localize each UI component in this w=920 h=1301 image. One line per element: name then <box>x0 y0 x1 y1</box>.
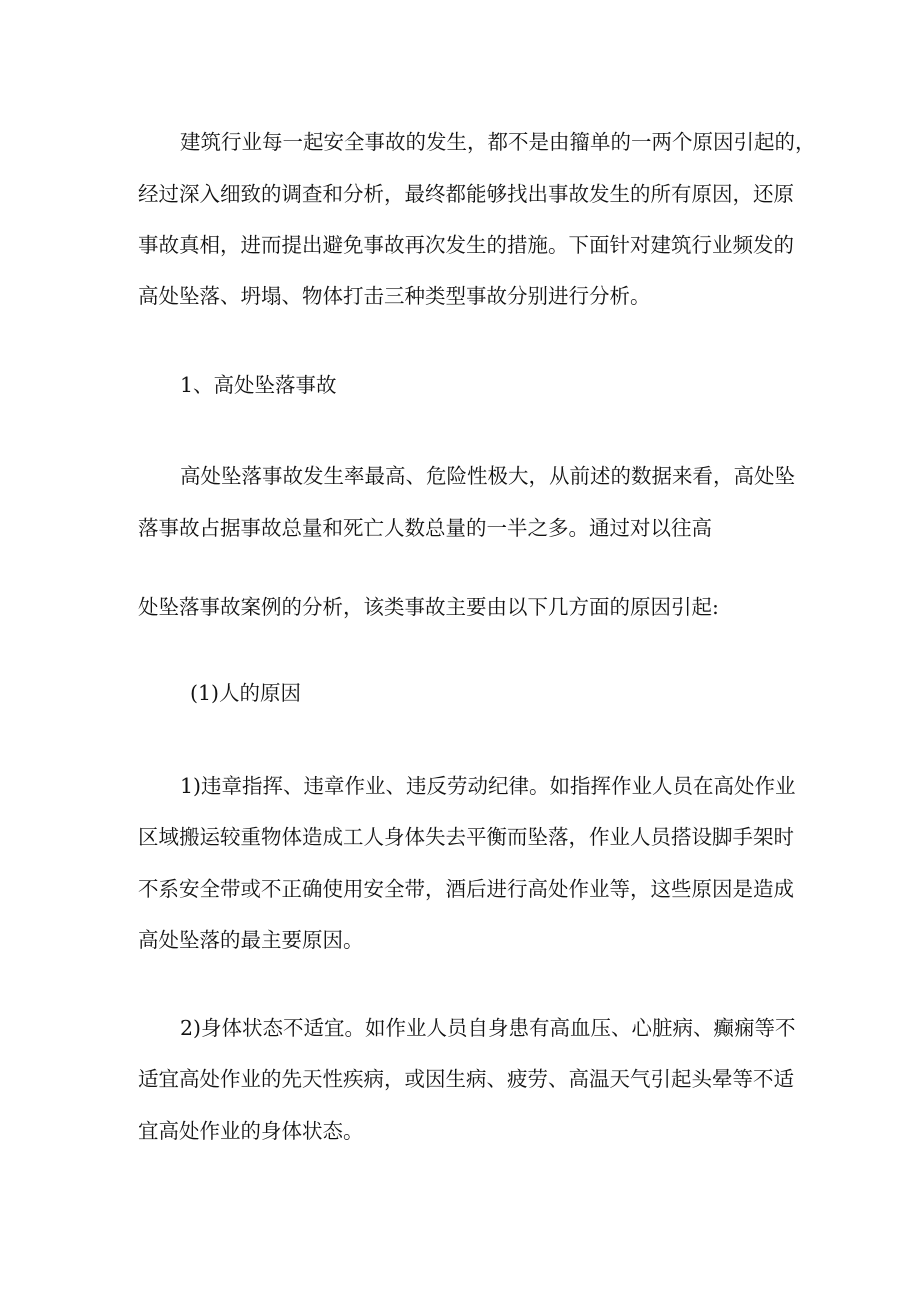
paragraph-intro-line-3: 事故真相，进而提出避免事故再次发生的措施。下面针对建筑行业频发的 <box>138 233 794 257</box>
item-2-line-2: 适宜高处作业的先天性疾病，或因生病、疲劳、高温天气引起头晕等不适 <box>138 1067 794 1091</box>
paragraph-fall-line-1: 高处坠落事故发生率最高、危险性极大，从前述的数据来看，高处坠 <box>180 464 795 488</box>
item-1-line-1: 1)违章指挥、违章作业、违反劳动纪律。如指挥作业人员在高处作业 <box>180 774 796 798</box>
paragraph-intro-line-1: 建筑行业每一起安全事故的发生，都不是由籀单的一两个原因引起的， <box>180 130 816 154</box>
section-heading: 1、高处坠落事故 <box>180 373 337 397</box>
item-1-line-3: 不系安全带或不正确使用安全带，酒后进行高处作业等，这些原因是造成 <box>138 877 794 901</box>
item-2-line-1: 2)身体状态不适宜。如作业人员自身患有高血压、心脏病、癫痫等不 <box>180 1016 796 1040</box>
item-1-line-4: 高处坠落的最主要原因。 <box>138 928 364 952</box>
paragraph-fall-line-2: 落事故占据事故总量和死亡人数总量的一半之多。通过对以往高 <box>138 516 712 540</box>
paragraph-fall-line-3: 处坠落事故案例的分析，该类事故主要由以下几方面的原因引起: <box>138 595 719 619</box>
item-2-line-3: 宜高处作业的身体状态。 <box>138 1119 364 1143</box>
paragraph-intro-line-4: 高处坠落、坍塌、物体打击三种类型事故分别进行分析。 <box>138 284 651 308</box>
subheading-human-causes: (1)人的原因 <box>190 681 302 705</box>
paragraph-intro-line-2: 经过深入细致的调查和分析，最终都能够找出事故发生的所有原因，还原 <box>138 182 794 206</box>
item-1-line-2: 区域搬运较重物体造成工人身体失去平衡而坠落，作业人员搭设脚手架时 <box>138 825 794 849</box>
